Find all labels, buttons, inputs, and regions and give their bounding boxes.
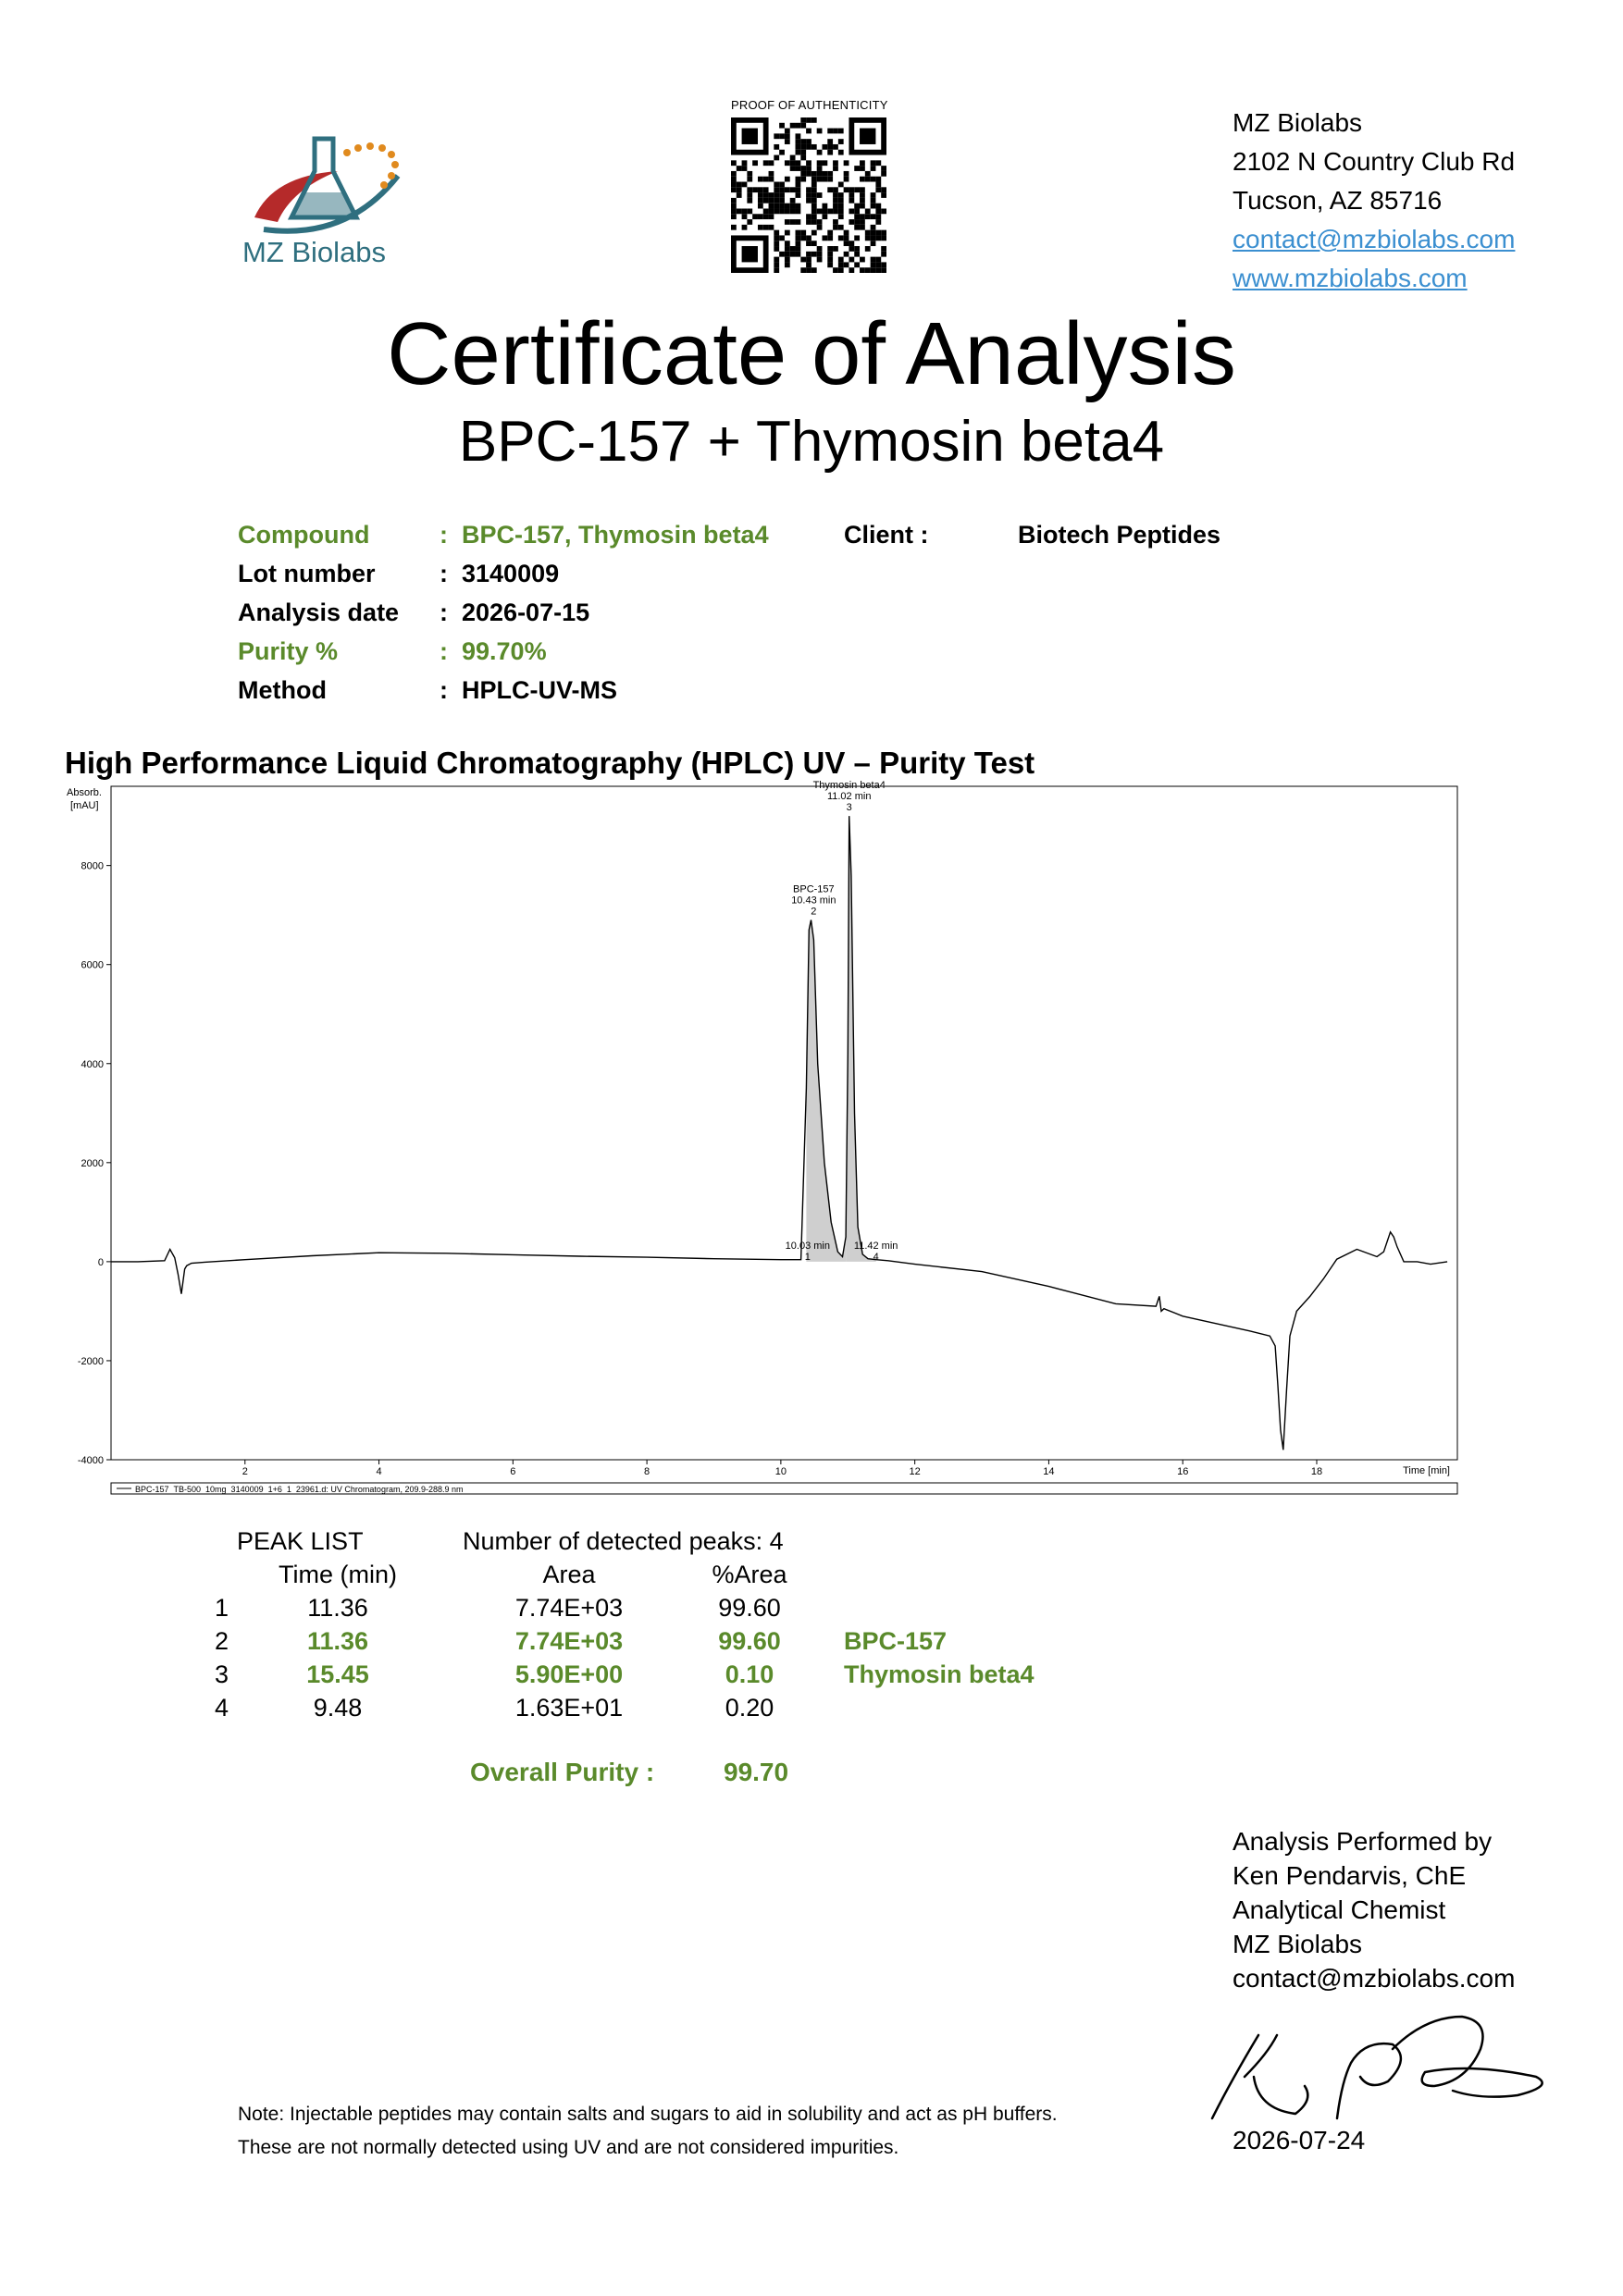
handwritten-signature	[1203, 1998, 1573, 2128]
compound-row	[238, 515, 769, 554]
y-axis-label: Absorb.	[67, 787, 102, 798]
x-tick-label: 4	[376, 1466, 382, 1477]
x-tick-label: 14	[1043, 1466, 1055, 1477]
sample-info	[238, 515, 769, 710]
date-row	[238, 593, 769, 632]
row-area: 7.74E+03	[514, 1627, 624, 1655]
peak-list-title: PEAK LIST	[237, 1527, 364, 1555]
peak-list	[194, 1524, 1083, 1747]
lab-email-link[interactable]: contact@mzbiolabs.com	[1233, 225, 1516, 253]
x-tick-label: 18	[1310, 1466, 1323, 1477]
peak-annotation: 10.43 min	[791, 895, 836, 907]
x-axis-label: Time [min]	[1403, 1465, 1450, 1476]
qr-label: PROOF OF AUTHENTICITY	[731, 98, 888, 112]
x-tick-label: 2	[242, 1466, 248, 1477]
row-name: BPC-157	[844, 1627, 948, 1655]
signer-block	[1233, 1824, 1515, 1995]
table-row	[194, 1591, 1083, 1624]
row-pct: 99.60	[718, 1627, 781, 1655]
colon: :	[440, 521, 448, 549]
colon: :	[440, 560, 448, 587]
row-index: 4	[215, 1694, 229, 1722]
table-row	[194, 1691, 1083, 1724]
y-tick-label: 0	[97, 1256, 104, 1268]
client-value: Biotech Peptides	[1018, 521, 1221, 549]
peak-annotation: 11.42 min	[853, 1240, 898, 1252]
row-time: 15.45	[306, 1660, 369, 1688]
legend-text: BPC-157_TB-500_10mg_3140009_1+6_1_23961.d: UV Chromatogram, 209.9-288.9 nm	[135, 1485, 464, 1494]
page-subtitle: BPC-157 + Thymosin beta4	[458, 410, 1165, 474]
note-line: Note: Injectable peptides may contain salts and sugars to aid in solubility and act as pH buffers.	[238, 2104, 1058, 2125]
method-row	[238, 671, 769, 710]
lab-city: Tucson, AZ 85716	[1233, 186, 1443, 215]
row-area: 5.90E+00	[514, 1660, 624, 1688]
uv-trace-line	[111, 816, 1447, 1450]
purity-row	[238, 632, 769, 671]
col-area: Area	[542, 1561, 596, 1588]
peak-area-fill	[806, 920, 846, 1262]
signer-name: Ken Pendarvis, ChE	[1233, 1861, 1467, 1890]
peak-annotation: 11.02 min	[826, 791, 872, 803]
client-label: Client :	[844, 521, 929, 549]
y-axis-unit: [mAU]	[70, 800, 99, 811]
lot-row	[238, 554, 769, 593]
lot-value: 3140009	[462, 560, 560, 587]
peak-annotation: 2	[811, 906, 817, 918]
y-tick-label: 4000	[81, 1058, 104, 1070]
date-value: 2026-07-15	[462, 599, 590, 626]
colon: :	[440, 676, 448, 704]
y-tick-label: 2000	[81, 1157, 104, 1169]
x-tick-label: 6	[510, 1466, 516, 1477]
peak-annotation: Thymosin beta4	[812, 780, 886, 792]
row-area: 1.63E+01	[514, 1694, 624, 1722]
row-index: 1	[215, 1594, 229, 1622]
signer-title: Analytical Chemist	[1233, 1895, 1446, 1924]
x-tick-label: 16	[1177, 1466, 1189, 1477]
overall-purity-value: 99.70	[724, 1758, 789, 1786]
footnote	[238, 2098, 1058, 2165]
signer-line: Analysis Performed by	[1233, 1827, 1493, 1856]
row-pct: 0.10	[725, 1660, 774, 1688]
purity-label: Purity %	[238, 637, 339, 665]
y-tick-label: -2000	[77, 1355, 104, 1367]
plot-frame	[111, 786, 1457, 1460]
table-row	[194, 1624, 1083, 1658]
y-tick-label: 8000	[81, 860, 104, 872]
row-time: 11.36	[307, 1594, 368, 1622]
lot-label: Lot number	[238, 560, 376, 587]
lab-address	[1233, 104, 1515, 298]
purity-value: 99.70%	[462, 637, 547, 665]
colon: :	[440, 599, 448, 626]
x-tick-label: 10	[774, 1466, 787, 1477]
method-value: HPLC-UV-MS	[462, 676, 617, 704]
col-time: Time (min)	[279, 1561, 397, 1588]
hplc-chromatogram	[65, 780, 1518, 1499]
detected-peaks: Number of detected peaks: 4	[463, 1527, 784, 1555]
y-tick-label: -4000	[77, 1455, 104, 1466]
page-title: Certificate of Analysis	[387, 304, 1236, 403]
peak-annotation: 3	[846, 802, 852, 814]
signer-org: MZ Biolabs	[1233, 1930, 1363, 1958]
table-row	[194, 1658, 1083, 1691]
peak-annotation: BPC-157	[793, 883, 835, 895]
signer-email: contact@mzbiolabs.com	[1233, 1964, 1516, 1993]
row-pct: 99.60	[718, 1594, 781, 1622]
colon: :	[440, 637, 448, 665]
peak-annotation: 10.03 min	[785, 1240, 830, 1252]
compound-value: BPC-157, Thymosin beta4	[462, 521, 769, 549]
row-pct: 0.20	[725, 1694, 774, 1722]
note-line: These are not normally detected using UV and are not considered impurities.	[238, 2137, 899, 2158]
lab-street: 2102 N Country Club Rd	[1233, 147, 1516, 176]
row-area: 7.74E+03	[514, 1594, 624, 1622]
signature-date: 2026-07-24	[1233, 2126, 1366, 2154]
peak-annotation: 1	[804, 1251, 811, 1263]
overall-purity-label: Overall Purity :	[470, 1758, 655, 1786]
lab-name: MZ Biolabs	[1233, 108, 1363, 137]
y-tick-label: 6000	[81, 959, 104, 971]
col-pct: %Area	[712, 1561, 787, 1588]
peak-area-fill	[846, 816, 876, 1262]
row-index: 3	[215, 1660, 229, 1688]
row-time: 11.36	[306, 1627, 369, 1655]
peak-annotation: 4	[873, 1251, 879, 1263]
compound-label: Compound	[238, 521, 370, 549]
row-name: Thymosin beta4	[844, 1660, 1035, 1688]
x-tick-label: 12	[909, 1466, 921, 1477]
hplc-heading: High Performance Liquid Chromatography (HPLC) UV – Purity Test	[65, 746, 1035, 780]
qr-code-icon[interactable]	[731, 117, 886, 273]
lab-website-link[interactable]: www.mzbiolabs.com	[1233, 264, 1468, 292]
row-time: 9.48	[313, 1694, 363, 1722]
method-label: Method	[238, 676, 327, 704]
row-index: 2	[215, 1627, 229, 1655]
date-label: Analysis date	[238, 599, 400, 626]
logo-text: MZ Biolabs	[242, 236, 387, 268]
peak-list-header	[194, 1558, 1083, 1591]
x-tick-label: 8	[644, 1466, 650, 1477]
